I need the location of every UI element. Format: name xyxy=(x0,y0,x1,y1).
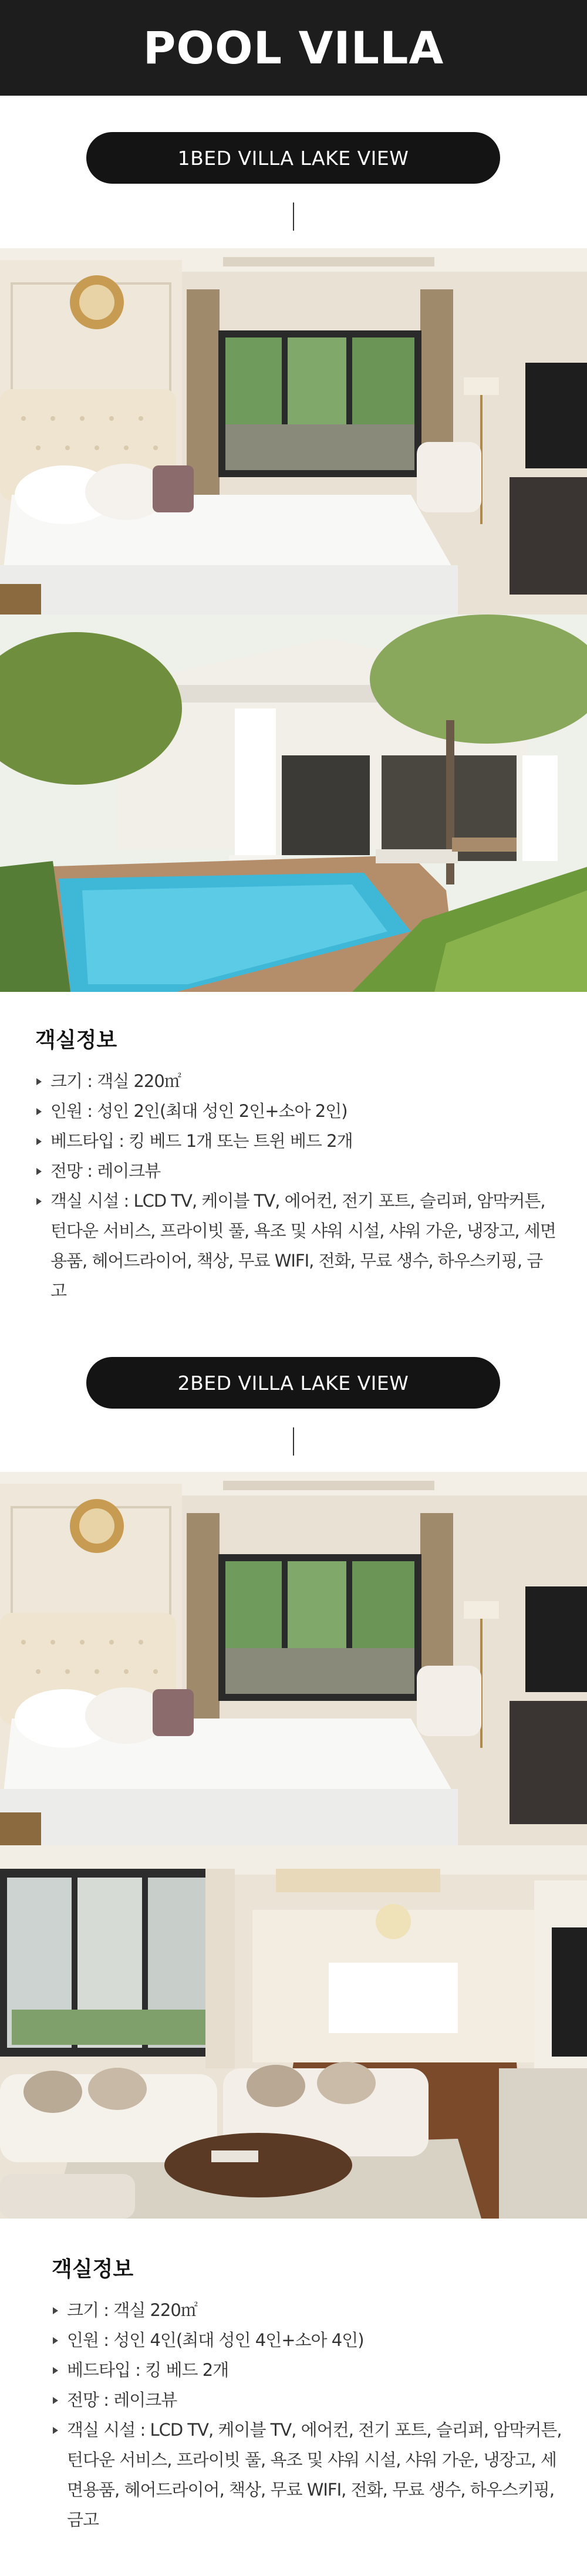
list-item: 객실 시설 : LCD TV, 케이블 TV, 에어컨, 전기 포트, 슬리퍼, 암막커튼, 턴다운 서비스, 프라이빗 풀, 욕조 및 샤워 시설, 샤워 가운, 냉장고, 세면용품, 헤어드라이어, 책상, 무료 WIFI, 전화, 무료 생수, 하우스키핑, 금고 xyxy=(52,2415,562,2535)
room-info-title: 객실정보 xyxy=(35,1028,117,1052)
list-item: 크기 : 객실 220㎡ xyxy=(35,1066,558,1096)
bullet-triangle-icon xyxy=(36,1168,42,1175)
list-item: 전망 : 레이크뷰 xyxy=(35,1156,558,1186)
list-item: 전망 : 레이크뷰 xyxy=(52,2385,562,2415)
bullet-triangle-icon xyxy=(53,2337,58,2344)
bullet-triangle-icon xyxy=(53,2367,58,2374)
bullet-triangle-icon xyxy=(53,2307,58,2314)
list-item: 크기 : 객실 220㎡ xyxy=(52,2295,562,2325)
villa-2-room-info xyxy=(52,2253,562,2535)
divider-line xyxy=(293,202,294,231)
bullet-triangle-icon xyxy=(53,2397,58,2404)
villa-1-room-info xyxy=(35,1024,558,1306)
bullet-triangle-icon xyxy=(36,1078,42,1085)
bullet-triangle-icon xyxy=(36,1138,42,1145)
bullet-triangle-icon xyxy=(36,1108,42,1115)
room-info-list xyxy=(35,1066,558,1306)
divider-line xyxy=(293,1427,294,1456)
villa-1-pool-photo xyxy=(0,615,587,992)
list-item: 베드타입 : 킹 베드 2개 xyxy=(52,2355,562,2385)
villa-2-living-room-photo xyxy=(0,1845,587,2219)
list-item: 인원 : 성인 2인(최대 성인 2인+소아 2인) xyxy=(35,1096,558,1126)
villa-2-title-pill: 2BED VILLA LAKE VIEW xyxy=(86,1357,500,1409)
list-item: 베드타입 : 킹 베드 1개 또는 트윈 베드 2개 xyxy=(35,1126,558,1156)
list-item: 인원 : 성인 4인(최대 성인 4인+소아 4인) xyxy=(52,2325,562,2355)
bullet-triangle-icon xyxy=(53,2427,58,2434)
room-info-title: 객실정보 xyxy=(52,2257,134,2281)
villa-1-title-pill: 1BED VILLA LAKE VIEW xyxy=(86,132,500,184)
villa-2-bedroom-photo xyxy=(0,1472,587,1845)
page-title: POOL VILLA xyxy=(143,22,444,74)
room-info-list xyxy=(52,2295,562,2535)
page-header xyxy=(0,0,587,96)
list-item: 객실 시설 : LCD TV, 케이블 TV, 에어컨, 전기 포트, 슬리퍼, 암막커튼, 턴다운 서비스, 프라이빗 풀, 욕조 및 샤워 시설, 샤워 가운, 냉장고, 세면용품, 헤어드라이어, 책상, 무료 WIFI, 전화, 무료 생수, 하우스키핑, 금고 xyxy=(35,1186,558,1306)
bullet-triangle-icon xyxy=(36,1198,42,1205)
villa-1-bedroom-photo xyxy=(0,248,587,615)
